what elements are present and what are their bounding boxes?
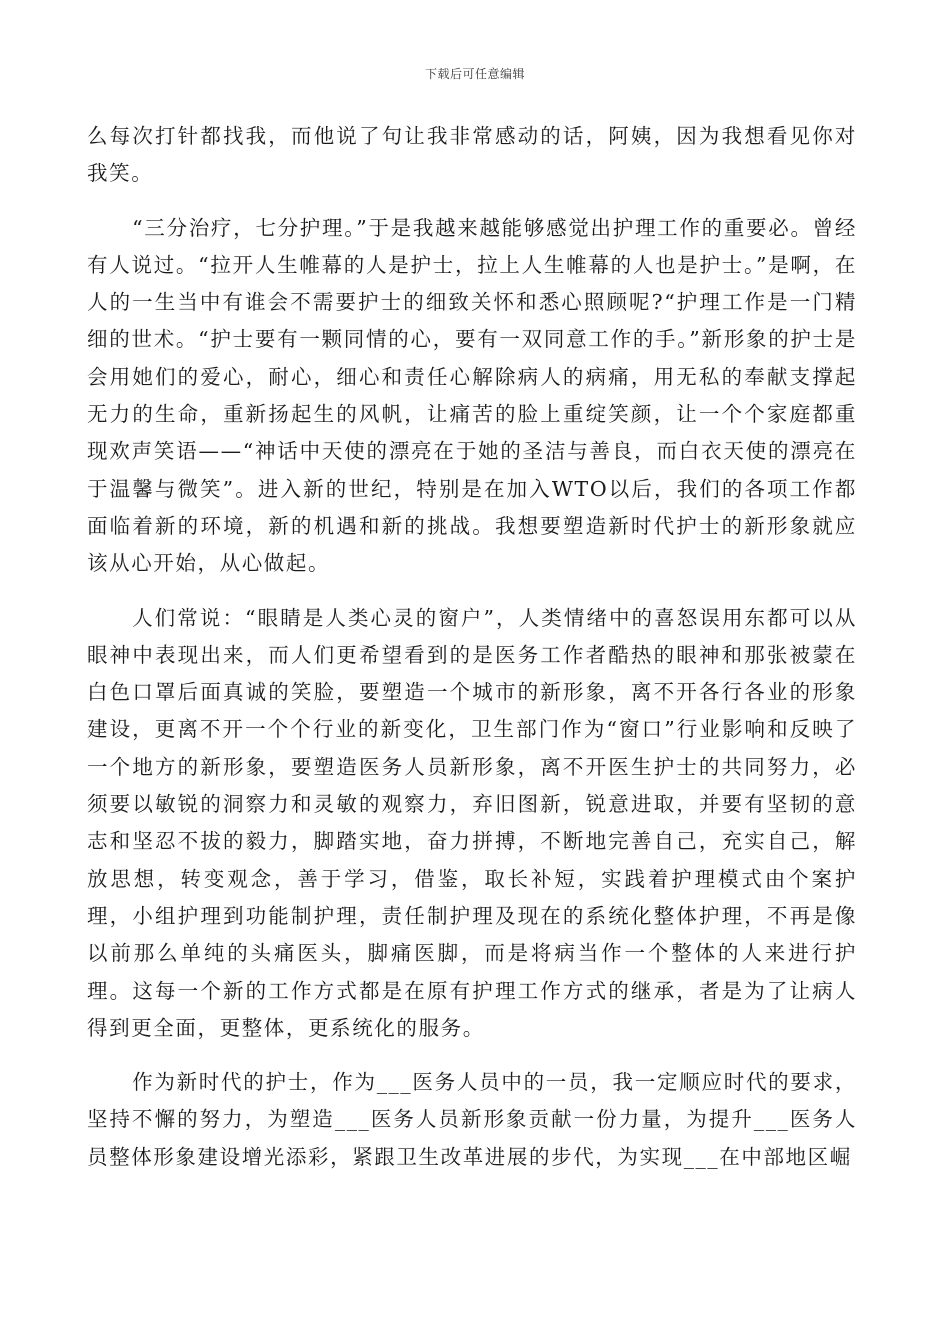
- paragraph-2: “三分治疗，七分护理。”于是我越来越能够感觉出护理工作的重要必。曾经有人说过。“拉开人生帷幕的人是护士，拉上人生帷幕的人也是护士。”是啊，在人的一生当中有谁会不需要护士的细致关怀和悉心照顾呢?“护理工作是一门精细的世术。“护士要有一颗同情的心，要有一双同意工作的手。”新形象的护士是会用她们的爱心，耐心，细心和责任心解除病人的病痛，用无私的奉献支撑起无力的生命，重新扬起生的风帆，让痛苦的脸上重绽笑颜，让一个个家庭都重现欢声笑语——“神话中天使的漂亮在于她的圣洁与善良，而白衣天使的漂亮在于温馨与微笑”。进入新的世纪，特别是在加入WTO以后，我们的各项工作都面临着新的环境，新的机遇和新的挑战。我想要塑造新时代护士的新形象就应该从心开始，从心做起。: [87, 215, 857, 576]
- paragraph-gap: [87, 583, 857, 600]
- paragraph-gap: [87, 193, 857, 210]
- paragraph-3: 人们常说：“眼睛是人类心灵的窗户”，人类情绪中的喜怒误用东都可以从眼神中表现出来，而人们更希望看到的是医务工作者酷热的眼神和那张被蒙在白色口罩后面真诚的笑脸，要塑造一个城市的新形象，离不开各行各业的形象建设，更离不开一个个行业的新变化，卫生部门作为“窗口”行业影响和反映了一个地方的新形象，要塑造医务人员新形象，离不开医生护士的共同努力，必须要以敏锐的洞察力和灵敏的观察力，弃旧图新，锐意进取，并要有坚韧的意志和坚忍不拔的毅力，脚踏实地，奋力拼搏，不断地完善自己，充实自己，解放思想，转变观念，善于学习，借鉴，取长补短，实践着护理模式由个案护理，小组护理到功能制护理，责任制护理及现在的系统化整体护理，不再是像以前那么单纯的头痛医头，脚痛医脚，而是将病当作一个整体的人来进行护理。这每一个新的工作方式都是在原有护理工作方式的继承，者是为了让病人得到更全面，更整体，更系统化的服务。: [87, 605, 857, 1040]
- document-body: [87, 118, 857, 1176]
- paragraph-gap: [87, 1047, 857, 1064]
- paragraph-1: 么每次打针都找我，而他说了句让我非常感动的话，阿姨，因为我想看见你对我笑。: [87, 124, 857, 186]
- page-header: 下载后可任意编辑: [424, 67, 525, 81]
- paragraph-4: 作为新时代的护士，作为___医务人员中的一员，我一定顺应时代的要求，坚持不懈的努力，为塑造___医务人员新形象贡献一份力量，为提升___医务人员整体形象建设增光添彩，紧跟卫生改革进展的步代，为实现___在中部地区崛: [87, 1070, 857, 1169]
